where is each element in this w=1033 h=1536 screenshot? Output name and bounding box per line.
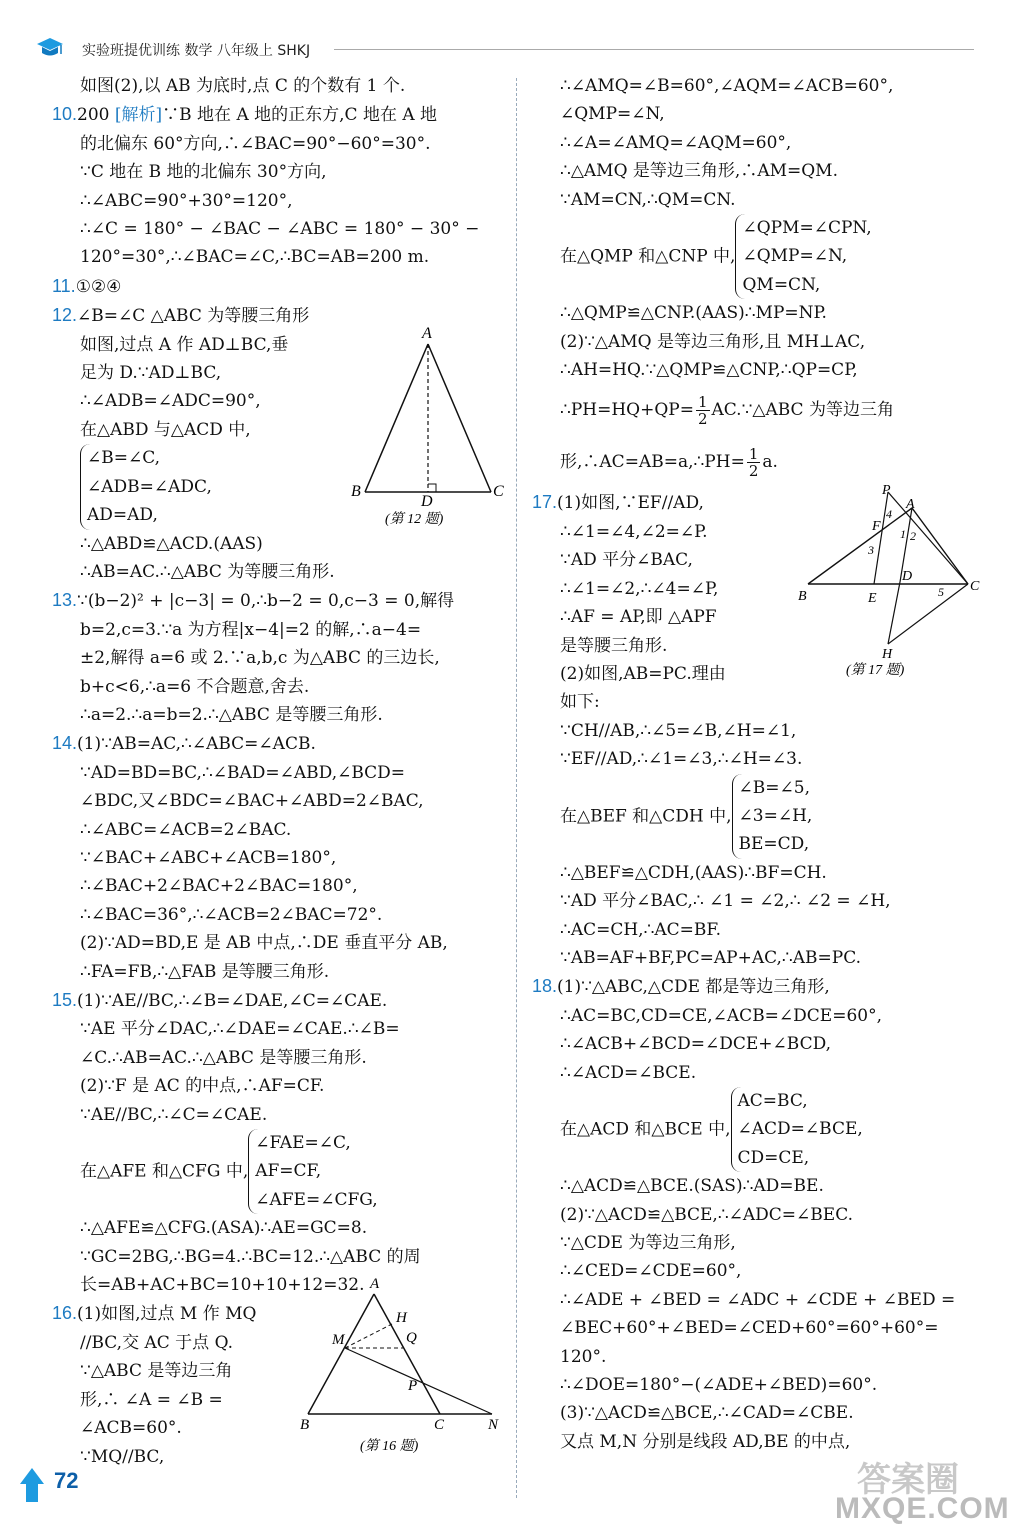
text-line: (3)∵△ACD≌△BCE,∴∠CAD=∠CBE. (560, 1403, 854, 1424)
text-line: ∵EF//AD,∴∠1=∠3,∴∠H=∠3. (560, 749, 803, 770)
text-line: ∴△AFE≌△CFG.(ASA)∴AE=GC=8. (80, 1218, 368, 1239)
label-p: P (882, 483, 891, 498)
label-p: P (408, 1378, 418, 1394)
text-line: ∴△AMQ 是等边三角形,∴AM=QM. (560, 161, 838, 182)
text-line: ∠ACB=60°. (80, 1418, 182, 1439)
text-line: ∴△QMP≌△CNP.(AAS)∴MP=NP. (560, 303, 827, 324)
question-number: 16. (52, 1303, 78, 1324)
text-line: 形,∴ ∠A = ∠B = (80, 1389, 223, 1410)
text-line: ∠BDC,又∠BDC=∠BAC+∠ABD=2∠BAC, (80, 791, 424, 812)
text-line: 长=AB+AC+BC=10+10+12=32. (80, 1275, 365, 1296)
equation-system (52, 1129, 507, 1214)
right-angle-mark (428, 484, 436, 492)
sys-line: ∠QMP=∠N, (742, 246, 848, 267)
text: ∴PH=HQ+QP= (560, 400, 694, 421)
text-line: b+c<6,∴a=6 不合题意,舍去. (80, 676, 310, 697)
edge-ab (308, 1294, 374, 1414)
label-d: D (421, 493, 433, 510)
left-column (52, 72, 507, 1471)
text-line: ∵∠BAC+∠ABC+∠ACB=180°, (80, 847, 337, 868)
sys-line: ∠AFE=∠CFG, (255, 1189, 378, 1210)
text-line: ∴∠ADE + ∠BED = ∠ADC + ∠CDE + ∠BED = (560, 1289, 956, 1310)
text-line: ∴∠C = 180° − ∠BAC − ∠ABC = 180° − 30° − (80, 219, 480, 240)
text: (1)如图,∵EF//AD, (557, 493, 704, 514)
label-e: E (868, 591, 877, 606)
text-line: (2)如图,AB=PC.理由 (560, 663, 726, 684)
question-number: 13. (52, 590, 78, 611)
text-line: ±2,解得 a=6 或 2.∵a,b,c 为△ABC 的三边长, (80, 648, 440, 669)
label-c: C (493, 483, 504, 500)
fraction-line (532, 384, 992, 436)
label-b: B (300, 1417, 310, 1433)
question-number: 14. (52, 733, 78, 754)
text-line: b=2,c=3.∵a 为方程|x−4|=2 的解,∴a−4= (80, 619, 422, 640)
text: (1)∵AE//BC,∴∠B=∠DAE,∠C=∠CAE. (77, 991, 388, 1011)
q13-line (52, 586, 507, 615)
right-column (532, 72, 992, 1456)
watermark (835, 1452, 1015, 1530)
q10-line (52, 100, 507, 129)
page-number: 72 (54, 1468, 79, 1493)
text-line: ∵AD 平分∠BAC,∴ ∠1 = ∠2,∴ ∠2 = ∠H, (560, 891, 891, 912)
text-line: ∵△CDE 为等边三角形, (560, 1233, 736, 1254)
text-line: ∴∠AMQ=∠B=60°,∠AQM=∠ACB=60°, (560, 76, 894, 96)
page-number-badge (20, 1466, 84, 1502)
denominator: 2 (697, 410, 708, 429)
fraction-half (747, 446, 761, 479)
text-line: 足为 D.∵AD⊥BC, (80, 363, 222, 384)
text-line: ∴∠1=∠4,∠2=∠P. (560, 521, 708, 542)
header-rule (334, 49, 974, 50)
text-line: ∵GC=2BG,∴BG=4.∴BC=12.∴△ABC 的周 (80, 1246, 421, 1267)
text: ∵B 地在 A 地的正东方,C 地在 A 地 (162, 105, 438, 126)
sys-prefix: 在△QMP 和△CNP 中, (560, 246, 736, 267)
label-f: F (872, 519, 881, 534)
text-line: ∴∠ACD=∠BCE. (560, 1062, 697, 1083)
figure-16 (296, 1272, 511, 1456)
label-c: C (434, 1417, 445, 1433)
question-number: 18. (532, 976, 558, 997)
question-number: 12. (52, 305, 78, 326)
text: 形,∴AC=AB=a,∴PH= (560, 452, 745, 473)
text-line: ∴∠ACB+∠BCD=∠DCE+∠BCD, (560, 1034, 832, 1055)
label-d: D (902, 569, 913, 584)
text-line: 在△ABD 与△ACD 中, (80, 419, 251, 440)
text: (1)∵AB=AC,∴∠ABC=∠ACB. (77, 734, 316, 755)
text-line: ∴AB=AC.∴△ABC 为等腰三角形. (80, 561, 335, 582)
question-number: 11. (52, 275, 76, 296)
text-line: ∴AH=HQ.∵△QMP≌△CNP,∴QP=CP, (560, 360, 858, 381)
text-line: ∵AD 平分∠BAC, (560, 550, 693, 571)
text-line: ∴∠ADB=∠ADC=90°, (80, 391, 261, 412)
text-line: ∴∠DOE=180°−(∠ADE+∠BED)=60°. (560, 1375, 878, 1396)
text-line: ∴△ABD≌△ACD.(AAS) (80, 533, 263, 554)
segment-pe (874, 492, 888, 584)
edge-ba (808, 508, 912, 584)
angle-3: 3 (868, 543, 874, 557)
page-header (36, 36, 986, 62)
label-a: A (422, 325, 432, 342)
arrow-up-icon (20, 1466, 54, 1502)
graduation-cap-icon (36, 36, 64, 60)
text-line: ∵CH//AB,∴∠5=∠B,∠H=∠1, (560, 720, 797, 741)
question-number: 17. (532, 492, 558, 513)
sys-line: BE=CD, (738, 834, 810, 855)
text-line: (2)∵AD=BD,E 是 AB 中点,∴DE 垂直平分 AB, (80, 933, 448, 954)
figure-17 (796, 478, 992, 688)
text-line: 又点 M,N 分别是线段 AD,BE 的中点, (560, 1431, 851, 1452)
text-line: 如下: (560, 692, 600, 713)
text-line: ∴△ACD≌△BCE.(SAS)∴AD=BE. (560, 1176, 824, 1197)
text-line: //BC,交 AC 于点 Q. (80, 1332, 234, 1353)
text: AC.∵△ABC 为等边三角 (711, 400, 894, 421)
numerator: 1 (697, 393, 708, 412)
sys-line: ∠ACD=∠BCE, (737, 1119, 863, 1140)
label-c: C (970, 579, 980, 594)
text-line: ∴∠1=∠2,∴∠4=∠P, (560, 578, 719, 599)
text-line: ∵C 地在 B 地的北偏东 30°方向, (80, 162, 327, 183)
label-b: B (798, 589, 807, 604)
label-a: A (370, 1276, 380, 1292)
figure-caption: (第 17 题) (846, 663, 905, 678)
label-b: B (351, 483, 361, 500)
watermark-en: MXQE.COM (835, 1492, 1010, 1525)
text-line: ∵AM=CN,∴QM=CN. (560, 189, 736, 210)
text-line: ∴FA=FB,∴△FAB 是等腰三角形. (80, 961, 330, 982)
segment-mh (345, 1324, 392, 1348)
q11-line (52, 272, 507, 301)
sys-line: ∠B=∠C, (87, 448, 161, 469)
q14-line (52, 729, 507, 758)
text-line: ∴AF = AP,即 △APF (560, 607, 717, 628)
text-line: ∴AC=CH,∴AC=BF. (560, 919, 721, 940)
edge-ab (365, 344, 428, 492)
watermark-cn: 答案圈 (857, 1460, 959, 1500)
edge-ac (374, 1294, 440, 1414)
sys-line: AD=AD, (87, 505, 158, 526)
sys-line: ∠ADB=∠ADC, (87, 476, 212, 497)
text-line: (2)∵F 是 AC 的中点,∴AF=CF. (80, 1076, 325, 1097)
text-line: 120°. (560, 1346, 607, 1367)
text-line: ∵AB=AF+BF,PC=AP+AC,∴AB=PC. (560, 947, 861, 968)
label-a: A (906, 497, 915, 512)
sys-prefix: 在△ACD 和△BCE 中, (560, 1119, 731, 1140)
equation-system (532, 774, 992, 859)
text-line: ∴△BEF≌△CDH,(AAS)∴BF=CH. (560, 862, 827, 883)
segment-mn (345, 1348, 492, 1414)
text-line: 如图,过点 A 作 AD⊥BC,垂 (80, 334, 289, 355)
text: ∵(b−2)² + |c−3| = 0,∴b−2 = 0,c−3 = 0,解得 (77, 591, 455, 612)
text-line: (2)∵△ACD≌△BCE,∴∠ADC=∠BEC. (560, 1204, 854, 1225)
label-m: M (332, 1332, 345, 1348)
label-h: H (396, 1310, 407, 1326)
text-line: ∴∠ABC=∠ACB=2∠BAC. (80, 819, 292, 840)
analysis-tag: [解析] (114, 105, 163, 126)
equation-system (532, 214, 992, 299)
denominator: 2 (748, 462, 759, 481)
label-q: Q (406, 1330, 417, 1346)
text-line: ∴∠CED=∠CDE=60°, (560, 1261, 742, 1282)
text-line: ∴∠A=∠AMQ=∠AQM=60°, (560, 132, 792, 153)
text-line: 的北偏东 60°方向,∴∠BAC=90°−60°=30°. (80, 133, 431, 154)
text-line: ∴AC=BC,CD=CE,∠ACB=∠DCE=60°, (560, 1005, 882, 1026)
segment-ch (888, 584, 968, 644)
text-line: ∵△ABC 是等边三角 (80, 1361, 233, 1382)
label-n: N (488, 1417, 499, 1433)
text-line: ∠BEC+60°+∠BED=∠CED+60°=60°+60°= (560, 1318, 939, 1339)
text-line: ∴∠BAC+2∠BAC+2∠BAC=180°, (80, 876, 358, 897)
label-h: H (882, 647, 893, 662)
text-line: 120°=30°,∴∠BAC=∠C,∴BC=AB=200 m. (80, 247, 430, 268)
text-line: ∴∠ABC=90°+30°=120°, (80, 190, 293, 211)
text: a. (762, 452, 778, 473)
sys-line: QM=CN, (742, 274, 821, 295)
q15-line (52, 986, 507, 1015)
header-title: 实验班提优训练 数学 八年级上 SHKJ (82, 43, 311, 59)
sys-line: ∠3=∠H, (738, 805, 813, 826)
text-line: ∴a=2.∴a=b=2.∴△ABC 是等腰三角形. (80, 704, 383, 725)
question-number: 15. (52, 990, 78, 1010)
fraction-half (696, 394, 710, 427)
text-line: 是等腰三角形. (560, 635, 668, 656)
sys-prefix: 在△AFE 和△CFG 中, (80, 1161, 249, 1182)
q18-line (532, 972, 992, 1001)
text-line: ∵MQ//BC, (80, 1446, 165, 1467)
text-line: ∵AE//BC,∴∠C=∠CAE. (80, 1104, 268, 1125)
sys-line: ∠QPM=∠CPN, (742, 218, 872, 239)
text-line: ∵AE 平分∠DAC,∴∠DAE=∠CAE.∴∠B= (80, 1019, 400, 1040)
text: (1)如图,过点 M 作 MQ (77, 1304, 257, 1325)
sys-line: AC=BC, (737, 1091, 808, 1111)
edge-ac (912, 508, 968, 584)
angle-1: 1 (900, 527, 906, 541)
sys-line: CD=CE, (737, 1147, 810, 1168)
text-line: ∠C.∴AB=AC.∴△ABC 是等腰三角形. (80, 1047, 367, 1068)
answer: ①②④ (75, 276, 122, 297)
edge-ac (428, 344, 491, 492)
sys-prefix: 在△BEF 和△CDH 中, (560, 805, 732, 826)
text-line: ∠QMP=∠N, (560, 104, 665, 125)
answer: 200 (77, 105, 110, 126)
column-divider (516, 78, 517, 1498)
angle-5: 5 (938, 585, 944, 599)
text: (1)∵△ABC,△CDE 都是等边三角形, (557, 977, 830, 998)
text-line: ∵AD=BD=BC,∴∠BAD=∠ABD,∠BCD= (80, 762, 406, 783)
text-line: ∴∠BAC=36°,∴∠ACB=2∠BAC=72°. (80, 904, 383, 925)
segment-dh (888, 582, 900, 644)
equation-system (532, 1087, 992, 1172)
figure-caption: (第 16 题) (360, 1439, 419, 1454)
text: ∠B=∠C △ABC 为等腰三角形 (77, 306, 310, 327)
question-number: 10. (52, 104, 78, 125)
sys-line: ∠B=∠5, (738, 777, 810, 798)
figure-caption: (第 12 题) (385, 512, 444, 527)
numerator: 1 (748, 445, 759, 464)
sys-line: AF=CF, (255, 1161, 322, 1182)
text-line: (2)∵△AMQ 是等边三角形,且 MH⊥AC, (560, 331, 866, 352)
figure-12 (345, 322, 515, 532)
angle-4: 4 (886, 507, 892, 521)
sys-line: ∠FAE=∠C, (255, 1133, 351, 1154)
angle-2: 2 (910, 529, 916, 543)
text-line: 如图(2),以 AB 为底时,点 C 的个数有 1 个. (80, 76, 406, 96)
